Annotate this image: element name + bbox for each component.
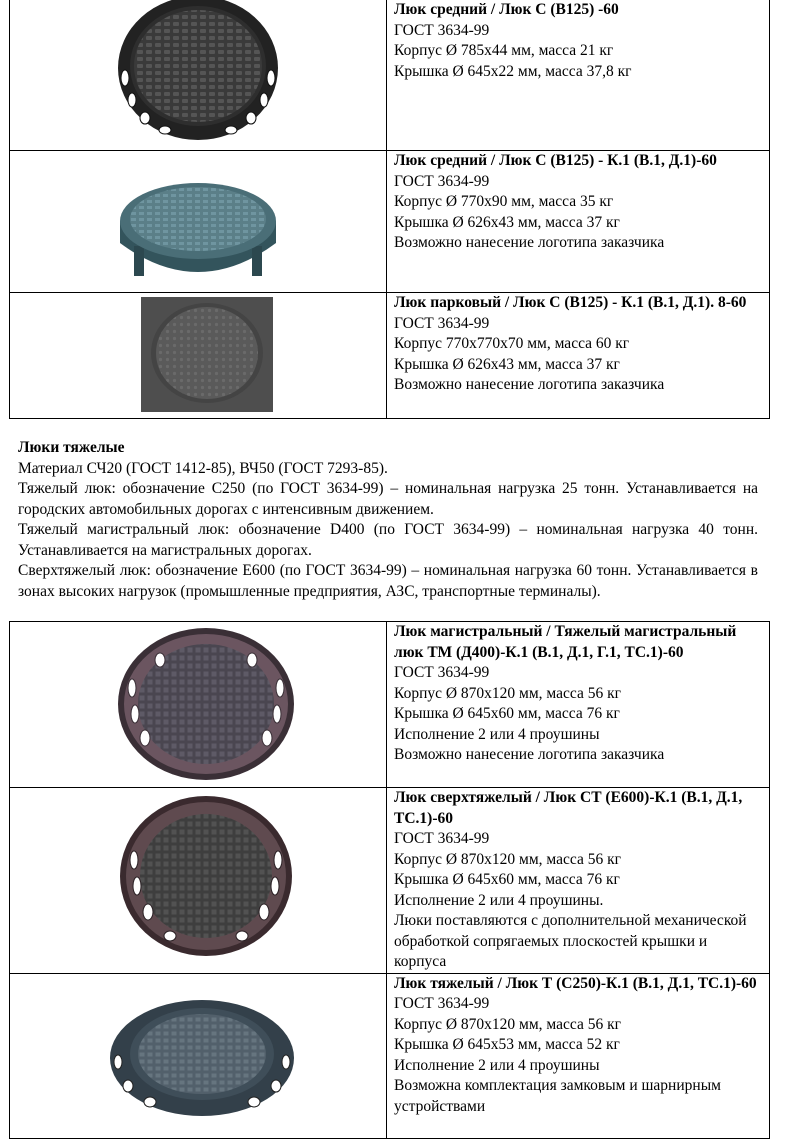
product-body-spec: Корпус 770х770х70 мм, масса 60 кг	[394, 335, 630, 352]
product-note: Возможно нанесение логотипа заказчика	[394, 746, 665, 763]
product-note: Возможно нанесение логотипа заказчика	[394, 234, 665, 251]
product-standard: ГОСТ 3634-99	[394, 314, 490, 332]
product-lid-spec: Крышка Ø 645х22 мм, масса 37,8 кг	[394, 62, 632, 80]
product-standard: ГОСТ 3634-99	[394, 21, 490, 39]
paragraph: Материал СЧ20 (ГОСТ 1412-85), ВЧ50 (ГОСТ 7293-85).	[18, 459, 388, 477]
manhole-cover-image	[10, 0, 386, 150]
product-lid-spec: Крышка Ø 645х53 мм, масса 52 кг	[394, 1036, 620, 1053]
paragraph: Сверхтяжелый люк: обозначение Е600 (по ГОСТ 3634-99) – номинальная нагрузка 60 тонн. Устанавливается в зонах высоких нагрузок (промышленные предприятия, АЗС, транспортные терминалы).	[18, 562, 758, 600]
heavy-section	[18, 438, 758, 602]
product-table-heavy	[9, 621, 770, 1139]
table-row	[10, 973, 770, 1138]
product-title: Люк парковый / Люк С (В125) - К.1 (В.1, Д.1). 8-60	[394, 294, 747, 311]
paragraph: Тяжелый магистральный люк: обозначение D400 (по ГОСТ 3634-99) – номинальная нагрузка 40 тонн. Устанавливается на магистральных дорогах.	[18, 521, 758, 559]
product-note: Возможна комплектация замковым и шарнирным устройствами	[394, 1077, 721, 1115]
product-description	[387, 622, 770, 788]
product-description	[387, 293, 770, 419]
product-description	[387, 0, 770, 151]
product-lid-spec: Крышка Ø 626х43 мм, масса 37 кг	[394, 213, 620, 231]
product-title: Люк магистральный / Тяжелый магистральный люк ТМ (Д400)-К.1 (В.1, Д.1, Г.1, ТС.1)-60	[394, 623, 737, 661]
product-lid-spec: Крышка Ø 645х60 мм, масса 76 кг	[394, 705, 620, 722]
product-title: Люк средний / Люк С (В125) -60	[394, 1, 619, 18]
product-body-spec: Корпус Ø 785х44 мм, масса 21 кг	[394, 42, 614, 59]
manhole-cover-image	[10, 622, 386, 787]
product-standard: ГОСТ 3634-99	[394, 664, 490, 681]
product-note: Люки поставляются с дополнительной механической обработкой сопрягаемых плоскостей крышки и корпуса	[394, 912, 747, 970]
table-row	[10, 622, 770, 788]
manhole-cover-image	[10, 151, 386, 292]
product-standard: ГОСТ 3634-99	[394, 830, 490, 847]
table-row	[10, 0, 770, 151]
product-image-cell	[10, 293, 387, 419]
product-description	[387, 788, 770, 974]
table-row	[10, 293, 770, 419]
product-lid-spec: Крышка Ø 626х43 мм, масса 37 кг	[394, 355, 620, 373]
product-standard: ГОСТ 3634-99	[394, 172, 490, 190]
product-lugs: Исполнение 2 или 4 проушины	[394, 725, 600, 743]
product-standard: ГОСТ 3634-99	[394, 995, 490, 1012]
product-lugs: Исполнение 2 или 4 проушины.	[394, 891, 604, 909]
product-image-cell	[10, 0, 387, 151]
product-description	[387, 151, 770, 293]
section-heading: Люки тяжелые	[18, 439, 125, 456]
product-title: Люк сверхтяжелый / Люк СТ (Е600)-К.1 (В.1, Д.1, ТС.1)-60	[394, 789, 743, 827]
manhole-cover-image	[10, 788, 386, 971]
product-body-spec: Корпус Ø 870х120 мм, масса 56 кг	[394, 1015, 621, 1033]
product-body-spec: Корпус Ø 770х90 мм, масса 35 кг	[394, 193, 614, 210]
product-body-spec: Корпус Ø 870х120 мм, масса 56 кг	[394, 684, 621, 702]
manhole-cover-image	[10, 974, 386, 1138]
product-note: Возможно нанесение логотипа заказчика	[394, 376, 665, 393]
product-description	[387, 973, 770, 1138]
table-row	[10, 788, 770, 974]
product-image-cell	[10, 788, 387, 974]
manhole-cover-image	[10, 293, 386, 418]
product-lugs: Исполнение 2 или 4 проушины	[394, 1056, 600, 1074]
product-lid-spec: Крышка Ø 645х60 мм, масса 76 кг	[394, 871, 620, 888]
product-title: Люк тяжелый / Люк Т (С250)-К.1 (В.1, Д.1, ТС.1)-60	[394, 974, 757, 992]
product-image-cell	[10, 622, 387, 788]
table-row	[10, 151, 770, 293]
paragraph: Тяжелый люк: обозначение С250 (по ГОСТ 3634-99) – номинальная нагрузка 25 тонн. Устанавливается на городских автомобильных дорогах с интенсивным движением.	[18, 480, 758, 518]
product-table-light	[9, 0, 770, 419]
product-body-spec: Корпус Ø 870х120 мм, масса 56 кг	[394, 850, 621, 868]
product-image-cell	[10, 973, 387, 1138]
product-image-cell	[10, 151, 387, 293]
product-title: Люк средний / Люк С (В125) - К.1 (В.1, Д.1)-60	[394, 152, 717, 169]
